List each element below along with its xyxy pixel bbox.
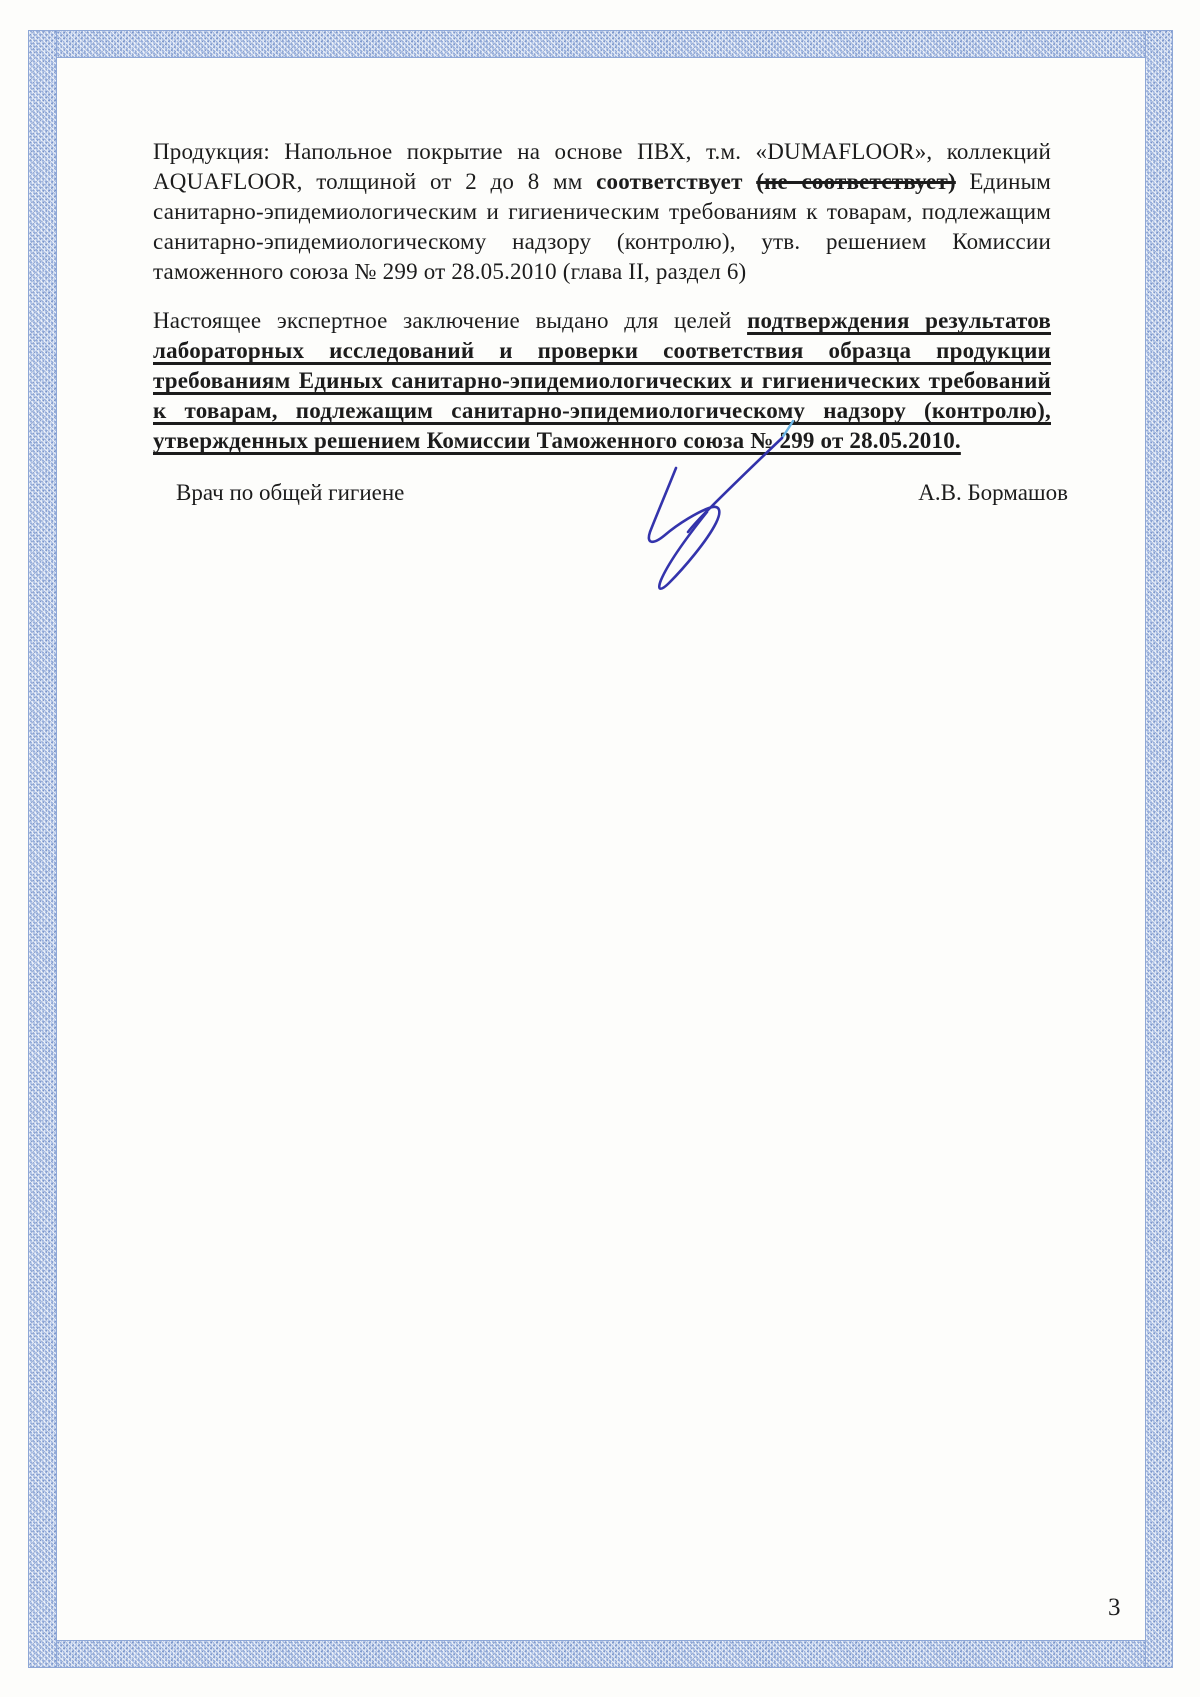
product-paragraph-lead: Продукция: Напольное покрытие на основе ПВХ, т.м. «DUMAFLOOR», коллекций AQUAFLOOR, толщиной от 2 до 8 мм xyxy=(153,139,1051,194)
decorative-border-bottom xyxy=(28,1640,1173,1668)
purpose-paragraph-emphasized: подтверждения результатов лабораторных исследований и проверки соответствия образца продукции требованиям Единых санитарно-эпидемиологических и гигиенических требований к товарам, подлежащим санитарно-эпидемиологическому надзору (контролю), утвержденных решением Комиссии Таможенного союза № 299 от 28.05.2010. xyxy=(153,308,1051,453)
decorative-border-left xyxy=(28,30,57,1668)
handwritten-signature-icon xyxy=(575,415,795,605)
purpose-paragraph-lead: Настоящее экспертное заключение выдано для целей xyxy=(153,308,748,333)
decorative-border-right xyxy=(1145,30,1173,1668)
signer-title: Врач по общей гигиене xyxy=(176,480,405,505)
conforms-text: соответствует xyxy=(596,169,757,194)
signer-name: А.В. Бормашов xyxy=(918,480,1068,505)
product-paragraph-tail: Единым санитарно-эпидемиологическим и гигиеническим требованиям к товарам, подлежащим санитарно-эпидемиологическому надзору (контролю), утв. решением Комиссии таможенного союза № 299 от 28.05.2010 (глава II, раздел 6) xyxy=(153,169,1052,284)
page-number: 3 xyxy=(1108,1594,1121,1621)
decorative-border-top xyxy=(28,30,1173,58)
product-conformity-paragraph xyxy=(153,137,1051,287)
not-conforms-struck-text: (не соответствует) xyxy=(756,169,956,194)
